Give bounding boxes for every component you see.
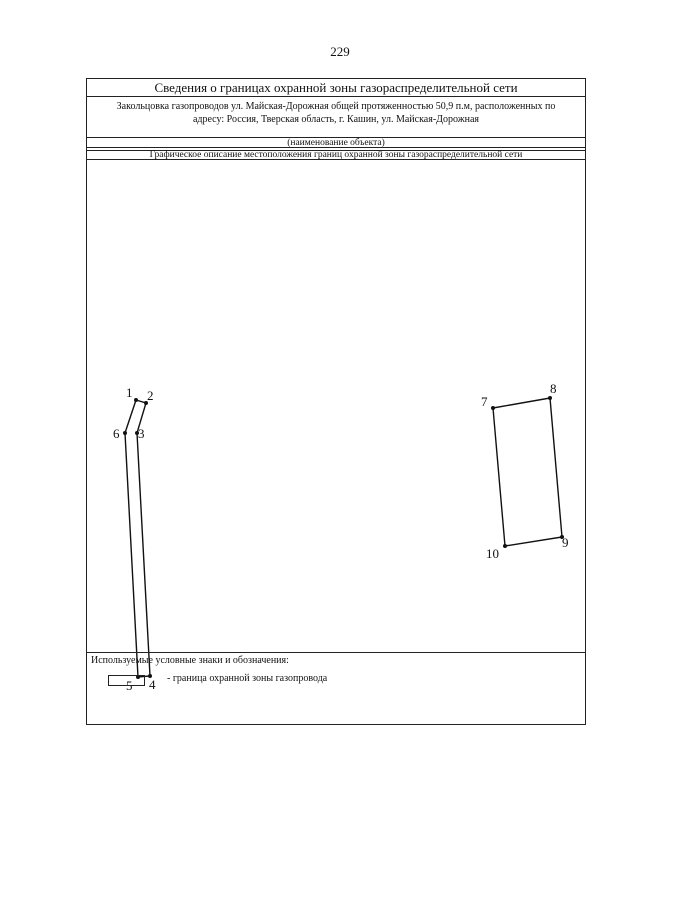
legend-heading: Используемые условные знаки и обозначения: bbox=[91, 655, 289, 666]
object-name-block bbox=[87, 97, 585, 135]
legend-boundary-description: - граница охранной зоны газопровода bbox=[167, 673, 328, 684]
point-label-7: 7 bbox=[481, 394, 488, 409]
object-name-line-1: Закольцовка газопроводов ул. Майская-Дорожная общей протяженностью 50,9 п.м, расположенных по bbox=[116, 101, 556, 112]
legend-boundary-symbol bbox=[108, 675, 145, 686]
vertex-8 bbox=[548, 396, 552, 400]
legend bbox=[87, 652, 585, 726]
point-label-9: 9 bbox=[562, 535, 569, 550]
protection-zone-polygon-2 bbox=[493, 398, 562, 546]
vertex-6 bbox=[123, 431, 127, 435]
point-label-1: 1 bbox=[126, 385, 133, 400]
point-label-2: 2 bbox=[147, 388, 154, 403]
graphic-description-title: Графическое описание местоположения границ охранной зоны газораспределительной сети bbox=[87, 150, 585, 160]
point-label-4: 4 bbox=[149, 677, 156, 692]
table-title: Сведения о границах охранной зоны газораспределительной сети bbox=[87, 79, 585, 97]
point-label-10: 10 bbox=[486, 546, 499, 561]
object-name-line-2: адресу: Россия, Тверская область, г. Кашин, ул. Майская-Дорожная bbox=[192, 114, 480, 125]
boundary-info-table bbox=[86, 78, 586, 725]
page-number: 229 bbox=[330, 44, 350, 59]
object-name-caption: (наименование объекта) bbox=[87, 137, 585, 148]
point-label-8: 8 bbox=[550, 381, 557, 396]
vertex-markers bbox=[123, 396, 564, 679]
point-label-3: 3 bbox=[138, 426, 145, 441]
vertex-1 bbox=[134, 398, 138, 402]
vertex-10 bbox=[503, 544, 507, 548]
point-label-5: 5 bbox=[126, 678, 133, 693]
point-label-6: 6 bbox=[113, 426, 120, 441]
protection-zone-polygon-1 bbox=[125, 400, 150, 677]
vertex-7 bbox=[491, 406, 495, 410]
